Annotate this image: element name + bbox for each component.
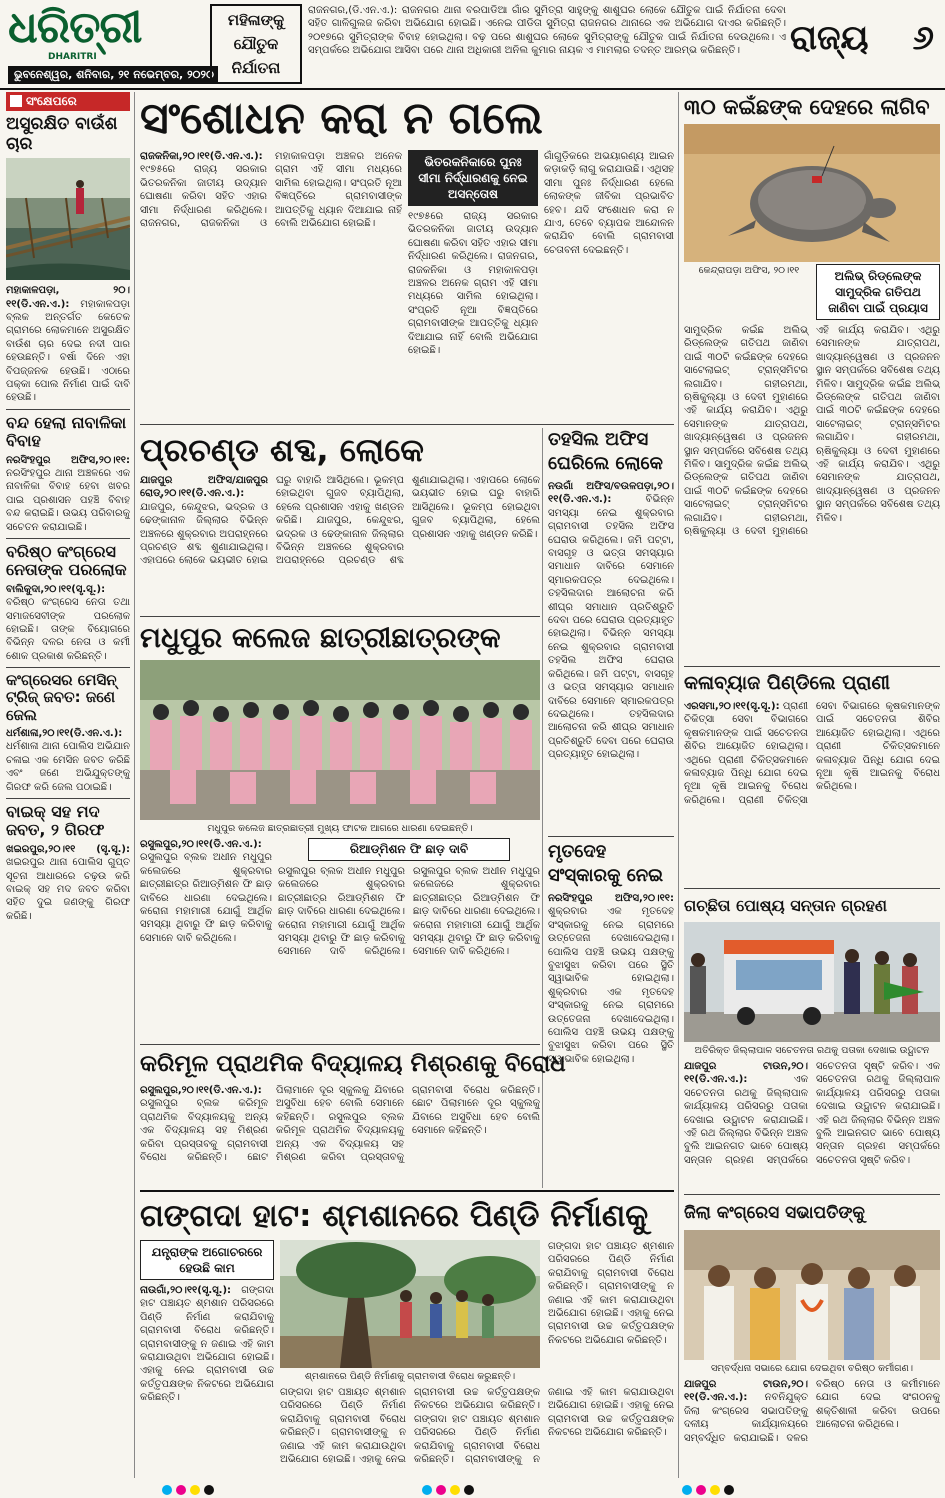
story-divider <box>684 888 940 889</box>
masthead-story-title: ମହିଳାଙ୍କୁ ଯୌତୁକ ନିର୍ଯାତନା <box>210 4 302 84</box>
dateline-bar: ଭୁବନେଶ୍ୱର, ଶନିବାର, ୨୧ ନଭେମ୍ବର, ୨୦୨୦ <box>8 66 218 84</box>
lead-kicker: ଭିତରକନିକାରେ ପୁନଃ ସୀମା ନିର୍ଦ୍ଧାରଣକୁ ନେଇ ଅସନ୍ତୋଷ <box>408 150 538 206</box>
adoption-headline: ଗଚ୍ଛିତା ପୋଷ୍ୟ ସନ୍ତାନ ଗ୍ରହଣ <box>684 896 887 915</box>
newspaper-logo <box>8 4 158 66</box>
rites-headline: ମୃତଦେହ ସଂସ୍କାରକୁ ନେଇ <box>548 841 664 886</box>
brief-label: ସଂକ୍ଷେପରେ <box>6 92 130 111</box>
story-divider <box>140 1190 674 1192</box>
adoption-body: ଯାଜପୁର ଟାଉନ,୨୦।୧୧(ଡି.ଏନ.ଏ.): ଏକ ସଚେତନତା ରଥକୁ ଜିଲ୍ଲାପାଳ କାର୍ଯ୍ୟାଳୟ ପରିସରରୁ ପତାକା ଦେଖାଇ ଉଦ୍ଘାଟନ କରାଯାଇଛି। ଏହି ରଥ ଜିଲ୍ଲାର ବିଭିନ୍ନ ଅଞ୍ଚଳ ବୁଲି ଆଇନଗତ ଭାବେ ପୋଷ୍ୟ ସନ୍ତାନ ଗ୍ରହଣ ସମ୍ପର୍କରେ ସଚେତନତା ସୃଷ୍ଟି କରିବ। ଏକ ସଚେତନତା ରଥକୁ ଜିଲ୍ଲାପାଳ କାର୍ଯ୍ୟାଳୟ ପରିସରରୁ ପତାକା ଦେଖାଇ ଉଦ୍ଘାଟନ କରାଯାଇଛି। ଏହି ରଥ ଜିଲ୍ଲାର ବିଭିନ୍ନ ଅଞ୍ଚଳ ବୁଲି ଆଇନଗତ ଭାବେ ପୋଷ୍ୟ ସନ୍ତାନ ଗ୍ରହଣ ସମ୍ପର୍କରେ ସଚେତନତା ସୃଷ୍ଟି କରିବ। <box>684 1061 940 1166</box>
noise-headline: ପ୍ରଚଣ୍ଡ ଶବ୍ଦ, ଲୋକେ <box>140 431 424 469</box>
congress-caption: ସମ୍ବର୍ଦ୍ଧନା ସଭାରେ ଯୋଗ ଦେଇଥିବା ବରିଷ୍ଠ କର୍ମୀଗଣ। <box>710 1363 914 1374</box>
gangda-body-continued: ଗଙ୍ଗଦା ହାଟ ପଞ୍ଚାୟତ ଶ୍ମଶାନ ପରିସରରେ ପିଣ୍ଡି ନିର୍ମାଣ କରାଯିବାକୁ ଗ୍ରାମବାସୀ ବିରୋଧ କରିଛନ୍ତି। ଗ୍ରାମବାସୀଙ୍କୁ ନ ଜଣାଇ ଏହି କାମ କରାଯାଉଥିବା ଅଭିଯୋଗ ହୋଇଛି। ଏହାକୁ ନେଇ ଗ୍ରାମବାସୀ ଉଚ୍ଚ କର୍ତ୍ତୃପକ୍ଷଙ୍କ ନିକଟରେ ଅଭିଯୋଗ କରିଛନ୍ତି। ଗଙ୍ଗଦା ହାଟ ପଞ୍ଚାୟତ ଶ୍ମଶାନ ପରିସରରେ ପିଣ୍ଡି ନିର୍ମାଣ କରାଯିବାକୁ ଗ୍ରାମବାସୀ ବିରୋଧ କରିଛନ୍ତି। ଗ୍ରାମବାସୀଙ୍କୁ ନ ଜଣାଇ ଏହି କାମ କରାଯାଉଥିବା ଅଭିଯୋଗ ହୋଇଛି। ଏହାକୁ ନେଇ ଗ୍ରାମବାସୀ ଉଚ୍ଚ କର୍ତ୍ତୃପକ୍ଷଙ୍କ ନିକଟରେ ଅଭିଯୋଗ କରିଛନ୍ତି। <box>280 1387 674 1466</box>
college-headline: ମଧୁପୁର କଲେଜ ଛାତ୍ରୀଛାତ୍ରଙ୍କ <box>140 621 501 654</box>
story-divider <box>684 1194 940 1195</box>
turtle-caption: କେନ୍ଦ୍ରାପଡ଼ା ଅଫିସ, ୨୦।୧୧ <box>698 265 800 276</box>
turtle-box-title: ଅଲିଭ୍ ରିଡ୍ଲେଙ୍କ ସାମୁଦ୍ରିକ ଗତିପଥ ଜାଣିବା ପାଇଁ ପ୍ରୟାସ <box>816 264 940 320</box>
lead-middle-body: ୧୯୭୫ରେ ରାଜ୍ୟ ସରକାର ଭିତରକନିକା ଜାତୀୟ ଉଦ୍ୟାନ ଘୋଷଣା କରିବା ସହିତ ଏହାର ସୀମା ନିର୍ଦ୍ଧାରଣ କରିଥିଲେ। ରାଜନଗର, ରାଜକନିକା ଓ ମହାକାଳପଡ଼ା ଅଞ୍ଚଳର ଅନେକ ଗ୍ରାମ ଏହି ସୀମା ମଧ୍ୟରେ ସାମିଲ ହୋଇଥିଲା। ସଂପ୍ରତି ନୂଆ ବିଜ୍ଞପ୍ତିରେ ଗ୍ରାମବାସୀଙ୍କ ଆପତ୍ତିକୁ ଧ୍ୟାନ ଦିଆଯାଇ ନାହିଁ ବୋଲି ଅଭିଯୋଗ ହୋଇଛି। <box>408 211 538 357</box>
college-caption: ମଧୁପୁର କଲେଜ ଛାତ୍ରଛାତ୍ରୀ ମୁଖ୍ୟ ଫାଟକ ଆଗରେ ଧାରଣା ଦେଇଛନ୍ତି। <box>207 823 473 834</box>
bullet-square-icon <box>10 95 22 107</box>
section-badge <box>790 8 940 80</box>
college-right <box>278 838 540 1042</box>
college-body: ରସୁଲପୁର,୨୦।୧୧(ଡି.ଏନ.ଏ.): ରସୁଲପୁର ବ୍ଲକ ଅଧୀନ ମଧୁପୁର କଲେଜରେ ଶୁକ୍ରବାର ଛାତ୍ରୀଛାତ୍ର ରିଆଡ୍ମିଶନ ଫି ଛାଡ଼ ଦାବିରେ ଧାରଣା ଦେଇଥିଲେ। କରୋନା ମହାମାରୀ ଯୋଗୁଁ ଆର୍ଥିକ ସମସ୍ୟା ଥିବାରୁ ଫି ଛାଡ଼ କରିବାକୁ ସେମାନେ ଦାବି କରିଥିଲେ। <box>140 839 272 944</box>
turtle-body: ସାମୁଦ୍ରିକ କଇଁଛ ଅଲିଭ୍ ରିଡ୍ଲେଙ୍କ ଗତିପଥ ଜାଣିବା ପାଇଁ ୩୦ଟି କଇଁଛଙ୍କ ଦେହରେ ସାଟେଲାଇଟ୍ ଟ୍ରାନ୍ସମିଟର ଲଗାଯିବ। ଗହୀରମଥା, ଋଷିକୁଲ୍ୟା ଓ ଦେବୀ ମୁହାଣରେ ଏହି କାର୍ଯ୍ୟ କରାଯିବ। ଏଥିରୁ ସେମାନଙ୍କ ଯାତ୍ରାପଥ, ଖାଦ୍ୟାନ୍ୱେଷଣ ଓ ପ୍ରଜନନ ସ୍ଥାନ ସମ୍ପର୍କରେ ସବିଶେଷ ତଥ୍ୟ ମିଳିବ। ସାମୁଦ୍ରିକ କଇଁଛ ଅଲିଭ୍ ରିଡ୍ଲେଙ୍କ ଗତିପଥ ଜାଣିବା ପାଇଁ ୩୦ଟି କଇଁଛଙ୍କ ଦେହରେ ସାଟେଲାଇଟ୍ ଟ୍ରାନ୍ସମିଟର ଲଗାଯିବ। ଗହୀରମଥା, ଋଷିକୁଲ୍ୟା ଓ ଦେବୀ ମୁହାଣରେ ଏହି କାର୍ଯ୍ୟ କରାଯିବ। ଏଥିରୁ ସେମାନଙ୍କ ଯାତ୍ରାପଥ, ଖାଦ୍ୟାନ୍ୱେଷଣ ଓ ପ୍ରଜନନ ସ୍ଥାନ ସମ୍ପର୍କରେ ସବିଶେଷ ତଥ୍ୟ ମିଳିବ। ସାମୁଦ୍ରିକ କଇଁଛ ଅଲିଭ୍ ରିଡ୍ଲେଙ୍କ ଗତିପଥ ଜାଣିବା ପାଇଁ ୩୦ଟି କଇଁଛଙ୍କ ଦେହରେ ସାଟେଲାଇଟ୍ ଟ୍ରାନ୍ସମିଟର ଲଗାଯିବ। ଗହୀରମଥା, ଋଷିକୁଲ୍ୟା ଓ ଦେବୀ ମୁହାଣରେ ଏହି କାର୍ଯ୍ୟ କରାଯିବ। ଏଥିରୁ ସେମାନଙ୍କ ଯାତ୍ରାପଥ, ଖାଦ୍ୟାନ୍ୱେଷଣ ଓ ପ୍ରଜନନ ସ୍ଥାନ ସମ୍ପର୍କରେ ସବିଶେଷ ତଥ୍ୟ ମିଳିବ। <box>684 325 940 538</box>
brief-title: ବାଇକ୍ ସହ ମଦ ଜବତ, ୨ ଗିରଫ <box>6 801 105 840</box>
college-kicker: ରିଆଡ୍ମିଶନ ଫି ଛାଡ଼ ଦାବି <box>308 838 510 861</box>
brief-divider <box>6 798 130 799</box>
brief-body: ଖଇରପୁର,୨୦।୧୧ (ସୃ.ସୂ.): ଖଇରପୁର ଥାନା ପୋଲିସ ଗୁପ୍ତ ସୂଚନା ଆଧାରରେ ଚଢ଼ଉ କରି ବାଇକ୍ ସହ ମଦ ଜବତ କରିବା ସହିତ ଦୁଇ ଜଣଙ୍କୁ ଗିରଫ କରିଛି। <box>6 843 130 922</box>
lead-body: ରାଜକନିକା,୨୦।୧୧(ଡି.ଏନ.ଏ.): ୧୯୭୫ରେ ରାଜ୍ୟ ସରକାର ଭିତରକନିକା ଜାତୀୟ ଉଦ୍ୟାନ ଘୋଷଣା କରିବା ସହିତ ଏହାର ସୀମା ନିର୍ଦ୍ଧାରଣ କରିଥିଲେ। ରାଜନଗର, ରାଜକନିକା ଓ ମହାକାଳପଡ଼ା ଅଞ୍ଚଳର ଅନେକ ଗ୍ରାମ ଏହି ସୀମା ମଧ୍ୟରେ ସାମିଲ ହୋଇଥିଲା। ସଂପ୍ରତି ନୂଆ ବିଜ୍ଞପ୍ତିରେ ଗ୍ରାମବାସୀଙ୍କ ଆପତ୍ତିକୁ ଧ୍ୟାନ ଦିଆଯାଇ ନାହିଁ ବୋଲି ଅଭିଯୋଗ ହୋଇଛି। <box>140 151 402 230</box>
gangda-headline: ଗଙ୍ଗଦା ହାଟ: ଶ୍ମଶାନରେ ପିଣ୍ଡି ନିର୍ମାଣକୁ <box>140 1198 649 1234</box>
registration-dots <box>160 1482 216 1498</box>
registration-dots <box>420 1482 476 1498</box>
gangda-right-col: ଗଙ୍ଗଦା ହାଟ ପଞ୍ଚାୟତ ଶ୍ମଶାନ ପରିସରରେ ପିଣ୍ଡି ନିର୍ମାଣ କରାଯିବାକୁ ଗ୍ରାମବାସୀ ବିରୋଧ କରିଛନ୍ତି। ଗ୍ରାମବାସୀଙ୍କୁ ନ ଜଣାଇ ଏହି କାମ କରାଯାଉଥିବା ଅଭିଯୋଗ ହୋଇଛି। ଏହାକୁ ନେଇ ଗ୍ରାମବାସୀ ଉଚ୍ଚ କର୍ତ୍ତୃପକ୍ଷଙ୍କ ନିକଟରେ ଅଭିଯୋଗ କରିଛନ୍ତି। <box>548 1241 674 1346</box>
story-divider <box>140 616 540 617</box>
story-divider <box>684 666 940 667</box>
lead-headline: ସଂଶୋଧନ କରା ନ ଗଲେ <box>140 93 543 144</box>
logo-subtitle: DHARITRI <box>48 52 97 62</box>
gangda-photo <box>280 1240 540 1368</box>
story-divider <box>140 424 674 425</box>
brief-title: କଂଗ୍ରେସର ମେସିନ୍ ଟ୍ରିଜ୍ ଜବତ: ଜଣେ ଜେଲ <box>6 671 117 724</box>
karimul-headline: କରିମୂଳ ପ୍ରାଥମିକ ବିଦ୍ୟାଳୟ ମିଶ୍ରଣକୁ ବିରୋଧ <box>140 1051 566 1077</box>
gangda-caption: ଶ୍ମଶାନରେ ପିଣ୍ଡି ନିର୍ମାଣକୁ ଗ୍ରାମବାସୀ ବିରୋଧ କରୁଛନ୍ତି। <box>304 1371 516 1382</box>
brief-title: ବନ୍ଦ ହେଲା ନାବାଳିକା ବିବାହ <box>6 412 127 451</box>
gangda-left-col <box>140 1240 274 1480</box>
gangda-kicker: ଯନ୍ତ୍ରାଙ୍କ ଅଗୋଚରରେ ହେଉଛି କାମ <box>140 1240 274 1280</box>
college-body-continued: ରସୁଲପୁର ବ୍ଲକ ଅଧୀନ ମଧୁପୁର କଲେଜରେ ଶୁକ୍ରବାର ଛାତ୍ରୀଛାତ୍ର ରିଆଡ୍ମିଶନ ଫି ଛାଡ଼ ଦାବିରେ ଧାରଣା ଦେଇଥିଲେ। କରୋନା ମହାମାରୀ ଯୋଗୁଁ ଆର୍ଥିକ ସମସ୍ୟା ଥିବାରୁ ଫି ଛାଡ଼ କରିବାକୁ ସେମାନେ ଦାବି କରିଥିଲେ। ରସୁଲପୁର ବ୍ଲକ ଅଧୀନ ମଧୁପୁର କଲେଜରେ ଶୁକ୍ରବାର ଛାତ୍ରୀଛାତ୍ର ରିଆଡ୍ମିଶନ ଫି ଛାଡ଼ ଦାବିରେ ଧାରଣା ଦେଇଥିଲେ। କରୋନା ମହାମାରୀ ଯୋଗୁଁ ଆର୍ଥିକ ସମସ୍ୟା ଥିବାରୁ ଫି ଛାଡ଼ କରିବାକୁ ସେମାନେ ଦାବି କରିଥିଲେ। <box>278 866 540 958</box>
turtle-photo <box>684 124 940 262</box>
page-number: ୬ <box>912 18 934 58</box>
kalabyaj-headline: କଳାବ୍ୟାଜ ପିଣ୍ଡିଲେ ପ୍ରାଣୀ <box>684 672 891 694</box>
column-rule <box>134 92 135 1478</box>
rites-body: ନରସିଂହପୁର ଅଫିସ,୨୦।୧୧: ଶୁକ୍ରବାର ଏକ ମୃତଦେହ ସଂସ୍କାରକୁ ନେଇ ଗ୍ରାମରେ ଉତ୍ତେଜନା ଦେଖାଦେଇଥିଲା। ପୋଲିସ ପହଞ୍ଚି ଉଭୟ ପକ୍ଷଙ୍କୁ ବୁଝାସୁଝା କରିବା ପରେ ସ୍ଥିତି ସ୍ୱାଭାବିକ ହୋଇଥିଲା। ଶୁକ୍ରବାର ଏକ ମୃତଦେହ ସଂସ୍କାରକୁ ନେଇ ଗ୍ରାମରେ ଉତ୍ତେଜନା ଦେଖାଦେଇଥିଲା। ପୋଲିସ ପହଞ୍ଚି ଉଭୟ ପକ୍ଷଙ୍କୁ ବୁଝାସୁଝା କରିବା ପରେ ସ୍ଥିତି ସ୍ୱାଭାବିକ ହୋଇଥିଲା। <box>548 893 674 1065</box>
brief-title: ବରିଷ୍ଠ କଂଗ୍ରେସ ନେତାଙ୍କ ପରଲୋକ <box>6 541 127 580</box>
gangda-body: ନାଉଗାଁ,୨୦।୧୧(ସୃ.ସୂ.): ଗଙ୍ଗଦା ହାଟ ପଞ୍ଚାୟତ ଶ୍ମଶାନ ପରିସରରେ ପିଣ୍ଡି ନିର୍ମାଣ କରାଯିବାକୁ ଗ୍ରାମବାସୀ ବିରୋଧ କରିଛନ୍ତି। ଗ୍ରାମବାସୀଙ୍କୁ ନ ଜଣାଇ ଏହି କାମ କରାଯାଉଥିବା ଅଭିଯୋଗ ହୋଇଛି। ଏହାକୁ ନେଇ ଗ୍ରାମବାସୀ ଉଚ୍ଚ କର୍ତ୍ତୃପକ୍ଷଙ୍କ ନିକଟରେ ଅଭିଯୋଗ କରିଛନ୍ତି। <box>140 1285 274 1404</box>
tahasil-body: ନଉଗାଁ ଅଫିସ/ବଉଳପଡ଼ା,୨୦।୧୧(ଡି.ଏନ.ଏ.): ବିଭିନ୍ନ ସମସ୍ୟା ନେଇ ଶୁକ୍ରବାର ଗ୍ରାମବାସୀ ତହସିଲ ଅଫିସ ଘେରାଉ କରିଥିଲେ। ଜମି ପଟ୍ଟା, ବାସଗୃହ ଓ ଭତ୍ତା ସମସ୍ୟାର ସମାଧାନ ଦାବିରେ ସେମାନେ ସ୍ମାରକପତ୍ର ଦେଇଥିଲେ। ତହସିଲଦାର ଆଲୋଚନା କରି ଶୀଘ୍ର ସମାଧାନ ପ୍ରତିଶ୍ରୁତି ଦେବା ପରେ ଘେରାଉ ପ୍ରତ୍ୟାହୃତ ହୋଇଥିଲା। ବିଭିନ୍ନ ସମସ୍ୟା ନେଇ ଶୁକ୍ରବାର ଗ୍ରାମବାସୀ ତହସିଲ ଅଫିସ ଘେରାଉ କରିଥିଲେ। ଜମି ପଟ୍ଟା, ବାସଗୃହ ଓ ଭତ୍ତା ସମସ୍ୟାର ସମାଧାନ ଦାବିରେ ସେମାନେ ସ୍ମାରକପତ୍ର ଦେଇଥିଲେ। ତହସିଲଦାର ଆଲୋଚନା କରି ଶୀଘ୍ର ସମାଧାନ ପ୍ରତିଶ୍ରୁତି ଦେବା ପରେ ଘେରାଉ ପ୍ରତ୍ୟାହୃତ ହୋଇଥିଲା। <box>548 481 674 761</box>
brief-divider <box>6 538 130 539</box>
story-divider <box>548 836 674 837</box>
registration-dots <box>680 1482 736 1498</box>
turtle-headline: ୩୦ କଇଁଛଙ୍କ ଦେହରେ ଲାଗିବ <box>684 95 930 119</box>
logo-mark: ଧରିତ୍ରୀ <box>8 4 142 53</box>
brief-title: ଅସୁରକ୍ଷିତ ବାଉଁଶ ଚାର <box>6 114 118 154</box>
college-protest-photo <box>140 660 540 820</box>
tahasil-headline: ତହସିଲ ଅଫିସ ଘେରିଲେ ଲୋକେ <box>548 429 663 474</box>
bamboo-bridge-photo <box>6 158 130 280</box>
lead-middle-col <box>408 150 538 420</box>
noise-body: ଯାଜପୁର ଅଫିସ/ଯାଜପୁର ରୋଡ୍,୨୦।୧୧(ଡି.ଏନ.ଏ.): ଯାଜପୁର, କେନ୍ଦୁଝର, ଭଦ୍ରକ ଓ ଢେଙ୍କାନାଳ ଜିଲ୍ଲାର ବିଭିନ୍ନ ଅଞ୍ଚଳରେ ଶୁକ୍ରବାର ଅପରାହ୍ନରେ ପ୍ରଚଣ୍ଡ ଶବ୍ଦ ଶୁଣାଯାଇଥିଲା। ଏହାପରେ ଲୋକେ ଭୟଭୀତ ହୋଇ ଘରୁ ବାହାରି ଆସିଥିଲେ। ଭୂକମ୍ପ ହୋଇଥିବା ଗୁଜବ ବ୍ୟାପିଥିଲା, ହେଲେ ପ୍ରଶାସନ ଏହାକୁ ଖଣ୍ଡନ କରିଛି। ଯାଜପୁର, କେନ୍ଦୁଝର, ଭଦ୍ରକ ଓ ଢେଙ୍କାନାଳ ଜିଲ୍ଲାର ବିଭିନ୍ନ ଅଞ୍ଚଳରେ ଶୁକ୍ରବାର ଅପରାହ୍ନରେ ପ୍ରଚଣ୍ଡ ଶବ୍ଦ ଶୁଣାଯାଇଥିଲା। ଏହାପରେ ଲୋକେ ଭୟଭୀତ ହୋଇ ଘରୁ ବାହାରି ଆସିଥିଲେ। ଭୂକମ୍ପ ହୋଇଥିବା ଗୁଜବ ବ୍ୟାପିଥିଲା, ହେଲେ ପ୍ରଶାସନ ଏହାକୁ ଖଣ୍ଡନ କରିଛି। <box>140 475 540 567</box>
print-registration-strip <box>0 1482 945 1498</box>
brief-body: ମହାକାଳପଡ଼ା, ୨୦।୧୧(ଡି.ଏନ.ଏ.): ମହାକାଳପଡ଼ା ବ୍ଲକ ଅନ୍ତର୍ଗତ କେତେକ ଗ୍ରାମରେ ଲୋକମାନେ ଅସୁରକ୍ଷିତ ବାଉଁଶ ଚାର ଦେଇ ନଦୀ ପାର ହେଉଛନ୍ତି। ବର୍ଷା ଦିନେ ଏହା ବିପଜ୍ଜନକ ହେଉଛି। ଏଠାରେ ପକ୍କା ପୋଲ ନିର୍ମାଣ ପାଇଁ ଦାବି ହେଉଛି। <box>6 285 130 404</box>
brief-body: ବାଲିକୁଦା,୨୦।୧୧(ସୃ.ସୂ.): ବରିଷ୍ଠ କଂଗ୍ରେସ ନେତା ତଥା ସମାଜସେବୀଙ୍କ ପରଲୋକ ହୋଇଛି। ତାଙ୍କ ବିୟୋଗରେ ବିଭିନ୍ନ ଦଳର ନେତା ଓ କର୍ମୀ ଶୋକ ପ୍ରକାଶ କରିଛନ୍ତି। <box>6 583 130 662</box>
briefs-column <box>6 92 130 1480</box>
adoption-caption: ଅତିରିକ୍ତ ଜିଲ୍ଲାପାଳ ସଚେତନତା ରଥକୁ ପତାକା ଦେଖାଇ ଉଦ୍ଘାଟନ <box>694 1045 930 1056</box>
brief-body: ଧର୍ମଶାଳା,୨୦।୧୧(ଡି.ଏନ.ଏ.): ଧର୍ମଶାଳା ଥାନା ପୋଲିସ ଅଭିଯାନ ଚଳାଇ ଏକ ମେସିନ ଜବତ କରିଛି ଏବଂ ଜଣେ ଅଭିଯୁକ୍ତଙ୍କୁ ଗିରଫ କରି ଜେଲ ପଠାଇଛି। <box>6 727 130 793</box>
karimul-body: ରସୁଲପୁର,୨୦।୧୧(ଡି.ଏନ.ଏ.): ରସୁଲପୁର ବ୍ଲକ କରିମୂଳ ପ୍ରାଥମିକ ବିଦ୍ୟାଳୟକୁ ଅନ୍ୟ ଏକ ବିଦ୍ୟାଳୟ ସହ ମିଶ୍ରଣ କରିବା ପ୍ରସ୍ତାବକୁ ଗ୍ରାମବାସୀ ବିରୋଧ କରିଛନ୍ତି। ଛୋଟ ପିଲାମାନେ ଦୂର ସ୍କୁଲକୁ ଯିବାରେ ଅସୁବିଧା ହେବ ବୋଲି ସେମାନେ କହିଛନ୍ତି। ରସୁଲପୁର ବ୍ଲକ କରିମୂଳ ପ୍ରାଥମିକ ବିଦ୍ୟାଳୟକୁ ଅନ୍ୟ ଏକ ବିଦ୍ୟାଳୟ ସହ ମିଶ୍ରଣ କରିବା ପ୍ରସ୍ତାବକୁ ଗ୍ରାମବାସୀ ବିରୋଧ କରିଛନ୍ତି। ଛୋଟ ପିଲାମାନେ ଦୂର ସ୍କୁଲକୁ ଯିବାରେ ଅସୁବିଧା ହେବ ବୋଲି ସେମାନେ କହିଛନ୍ତି। <box>140 1085 540 1164</box>
brief-divider <box>6 409 130 410</box>
congress-body: ଯାଜପୁର ଟାଉନ,୨୦।୧୧(ଡି.ଏନ.ଏ.): ନବନିଯୁକ୍ତ ଜିଲା କଂଗ୍ରେସ ସଭାପତିଙ୍କୁ ଦଳୀୟ କାର୍ଯ୍ୟାଳୟରେ ସମ୍ବର୍ଦ୍ଧିତ କରାଯାଇଛି। ଦଳର ବରିଷ୍ଠ ନେତା ଓ କର୍ମୀମାନେ ଯୋଗ ଦେଇ ସଂଗଠନକୁ ଶକ୍ତିଶାଳୀ କରିବା ଉପରେ ଆଲୋଚନା କରିଥିଲେ। <box>684 1379 940 1444</box>
congress-felicitation-photo <box>684 1230 940 1360</box>
masthead-story-body: ରାଜନଗର,(ଡି.ଏନ.ଏ.): ରାଜନଗର ଥାନା ବରପାଡିଆ ଗାଁର ସୁମିତ୍ରା ସାହୁଙ୍କୁ ଶାଶୁଘର ଲୋକେ ଯୌତୁକ ପାଇଁ ନିର୍ଯାତନା ଦେବା ସହିତ ଗାଳିଗୁଲଜ କରିବା ଅଭିଯୋଗ ହୋଇଛି। ଏନେଇ ପୀଡିତା ସୁମିତ୍ରା ରାଜନଗର ଥାନାରେ ଏକ ଅଭିଯୋଗ ଦାଏର କରିଛନ୍ତି। ୨୦୧୭ରେ ସୁମିତ୍ରାଙ୍କ ବିବାହ ହୋଇଥିଲା। ବଢ଼ ପରେ ଶାଶୁଘର ଲୋକେ ସୁମିତ୍ରାଙ୍କୁ ଯୌତୁକ ପାଇଁ ନିର୍ଯାତନା ଦେଉଥିଲେ। ଏ ସମ୍ପର୍କରେ ଅଭିଯୋଗ ଆସିବା ପରେ ଥାନା ଅଧିକାରୀ ଅନିଲ କୁମାର ନାୟକ ଏ ମାମଲାର ତଦନ୍ତ ଆରମ୍ଭ କରିଛନ୍ତି। <box>308 5 786 57</box>
lead-body-continued: ଗାଁଗୁଡ଼ିକରେ ଅଭୟାରଣ୍ୟ ଆଇନ କଡ଼ାକଡ଼ି ଲାଗୁ କରାଯାଉଛି। ଏଥିସହ ସୀମା ପୁନଃ ନିର୍ଦ୍ଧାରଣ ହେଲେ ଲୋକଙ୍କ ଜୀବିକା ପ୍ରଭାବିତ ହେବ। ଯଦି ସଂଶୋଧନ କରା ନ ଯାଏ, ତେବେ ବ୍ୟାପକ ଆନ୍ଦୋଳନ କରାଯିବ ବୋଲି ଗ୍ରାମବାସୀ ଚେତାବନୀ ଦେଇଛନ୍ତି। <box>544 151 674 256</box>
brief-divider <box>6 667 130 668</box>
section-name: ରାଜ୍ୟ <box>790 18 869 58</box>
column-rule <box>678 92 679 1478</box>
brief-body: ନରସିଂହପୁର ଅଫିସ,୨୦।୧୧: ନରସିଂହପୁର ଥାନା ଅଞ୍ଚଳରେ ଏକ ନାବାଳିକା ବିବାହ ହେବା ଖବର ପାଇ ପ୍ରଶାସନ ପହଞ୍ଚି ବିବାହ ବନ୍ଦ କରାଇଛି। ଉଭୟ ପରିବାରକୁ ସଚେତନ କରାଯାଇଛି। <box>6 454 130 533</box>
story-divider <box>140 1044 540 1045</box>
congress-headline: ଜିଲା କଂଗ୍ରେସ ସଭାପତିଙ୍କୁ <box>684 1203 865 1223</box>
kalabyaj-body: ଏରସମା,୨୦।୧୧(ସୃ.ସୂ.): ପ୍ରାଣୀ ଚିକିତ୍ସା ସେବା ବିଭାଗରେ କୃଷକମାନଙ୍କ ପାଇଁ ସଚେତନତା ଶିବିର ଆୟୋଜିତ ହୋଇଥିଲା। ଏଥିରେ ପ୍ରାଣୀ ଚିକିତ୍ସକମାନେ କଳାବ୍ୟାଜ ପିନ୍ଧି ଯୋଗ ଦେଇ ନୂଆ କୃଷି ଆଇନକୁ ବିରୋଧ କରିଥିଲେ। ପ୍ରାଣୀ ଚିକିତ୍ସା ସେବା ବିଭାଗରେ କୃଷକମାନଙ୍କ ପାଇଁ ସଚେତନତା ଶିବିର ଆୟୋଜିତ ହୋଇଥିଲା। ଏଥିରେ ପ୍ରାଣୀ ଚିକିତ୍ସକମାନେ କଳାବ୍ୟାଜ ପିନ୍ଧି ଯୋଗ ଦେଇ ନୂଆ କୃଷି ଆଇନକୁ ବିରୋଧ କରିଥିଲେ। <box>684 701 940 806</box>
adoption-rath-photo <box>684 922 940 1042</box>
